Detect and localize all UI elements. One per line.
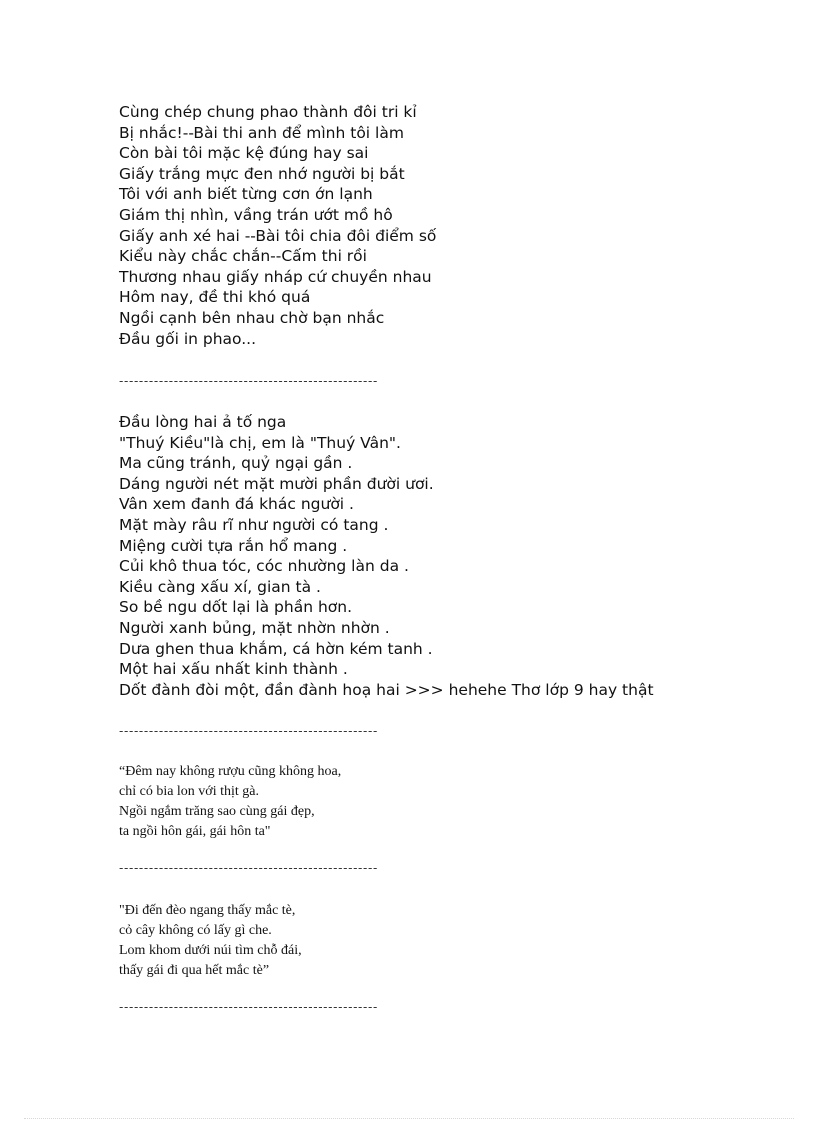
- poem-line: Người xanh bủng, mặt nhờn nhờn .: [119, 618, 390, 637]
- poem-line: So bề ngu dốt lại là phần hơn.: [119, 598, 353, 617]
- poem-line: Dưa ghen thua khắm, cá hờn kém tanh .: [119, 639, 433, 658]
- poem-line: cỏ cây không có lấy gì che.: [119, 923, 272, 938]
- poem-line: Mặt mày râu rĩ như người có tang .: [119, 515, 389, 534]
- poem-line: Lom khom dưới núi tìm chỗ đái,: [119, 943, 302, 958]
- poem-line: Ngồi ngắm trăng sao cùng gái đẹp,: [119, 804, 315, 819]
- poem-line: Tôi với anh biết từng cơn ớn lạnh: [119, 185, 373, 204]
- poem-line: Vân xem đanh đá khác người .: [119, 495, 354, 514]
- poem-line: Giám thị nhìn, vầng trán ướt mồ hô: [119, 205, 393, 224]
- poem-line: "Đi đến đèo ngang thấy mắc tè,: [119, 903, 296, 918]
- separator-line: ----------------------------------------------------: [119, 1000, 378, 1014]
- separator-line: ----------------------------------------------------: [119, 861, 378, 875]
- poem-line: Một hai xấu nhất kinh thành .: [119, 660, 348, 679]
- poem-line: chỉ có bia lon với thịt gà.: [119, 784, 259, 799]
- poem-line: thấy gái đi qua hết mắc tè”: [119, 963, 270, 978]
- poem-line: Ma cũng tránh, quỷ ngại gần .: [119, 454, 353, 473]
- poem-line: Đầu gối in phao...: [119, 329, 257, 348]
- page-bottom-border: [24, 1118, 794, 1119]
- poem-line: Bị nhắc!--Bài thi anh để mình tôi làm: [119, 123, 404, 142]
- separator-line: ----------------------------------------------------: [119, 724, 378, 738]
- poem-line: ta ngồi hôn gái, gái hôn ta": [119, 824, 271, 839]
- poem-line: Cùng chép chung phao thành đôi tri kỉ: [119, 103, 417, 121]
- poem-night-verse: [119, 762, 341, 842]
- poem-line: Dáng người nét mặt mười phần đười ươi.: [119, 474, 434, 493]
- poem-line: Củi khô thua tóc, cóc nhường làn da .: [119, 557, 409, 576]
- separator-line: ----------------------------------------------------: [119, 374, 378, 388]
- poem-line: Ngồi cạnh bên nhau chờ bạn nhắc: [119, 308, 385, 327]
- poem-line: Giấy anh xé hai --Bài tôi chia đôi điểm số: [119, 226, 437, 245]
- poem-line: Dốt đành đòi một, đần đành hoạ hai >>> hehehe Thơ lớp 9 hay thật: [119, 680, 654, 699]
- poem-line: Kiểu này chắc chắn--Cấm thi rồi: [119, 247, 367, 266]
- poem-cheat-sheet: [119, 102, 436, 349]
- poem-line: Kiều càng xấu xí, gian tà .: [119, 577, 321, 596]
- poem-line: “Đêm nay không rượu cũng không hoa,: [119, 764, 342, 779]
- poem-line: Còn bài tôi mặc kệ đúng hay sai: [119, 144, 369, 163]
- poem-line: Hôm nay, đề thi khó quá: [119, 288, 311, 307]
- poem-line: Đầu lòng hai ả tố nga: [119, 413, 287, 431]
- poem-line: Thương nhau giấy nháp cứ chuyền nhau: [119, 267, 432, 286]
- poem-line: Giấy trắng mực đen nhớ người bị bắt: [119, 164, 405, 183]
- poem-kieu-parody: [119, 412, 654, 700]
- poem-deo-ngang: [119, 901, 302, 981]
- poem-line: Miệng cười tựa rắn hổ mang .: [119, 536, 348, 555]
- poem-line: "Thuý Kiều"là chị, em là "Thuý Vân".: [119, 433, 401, 452]
